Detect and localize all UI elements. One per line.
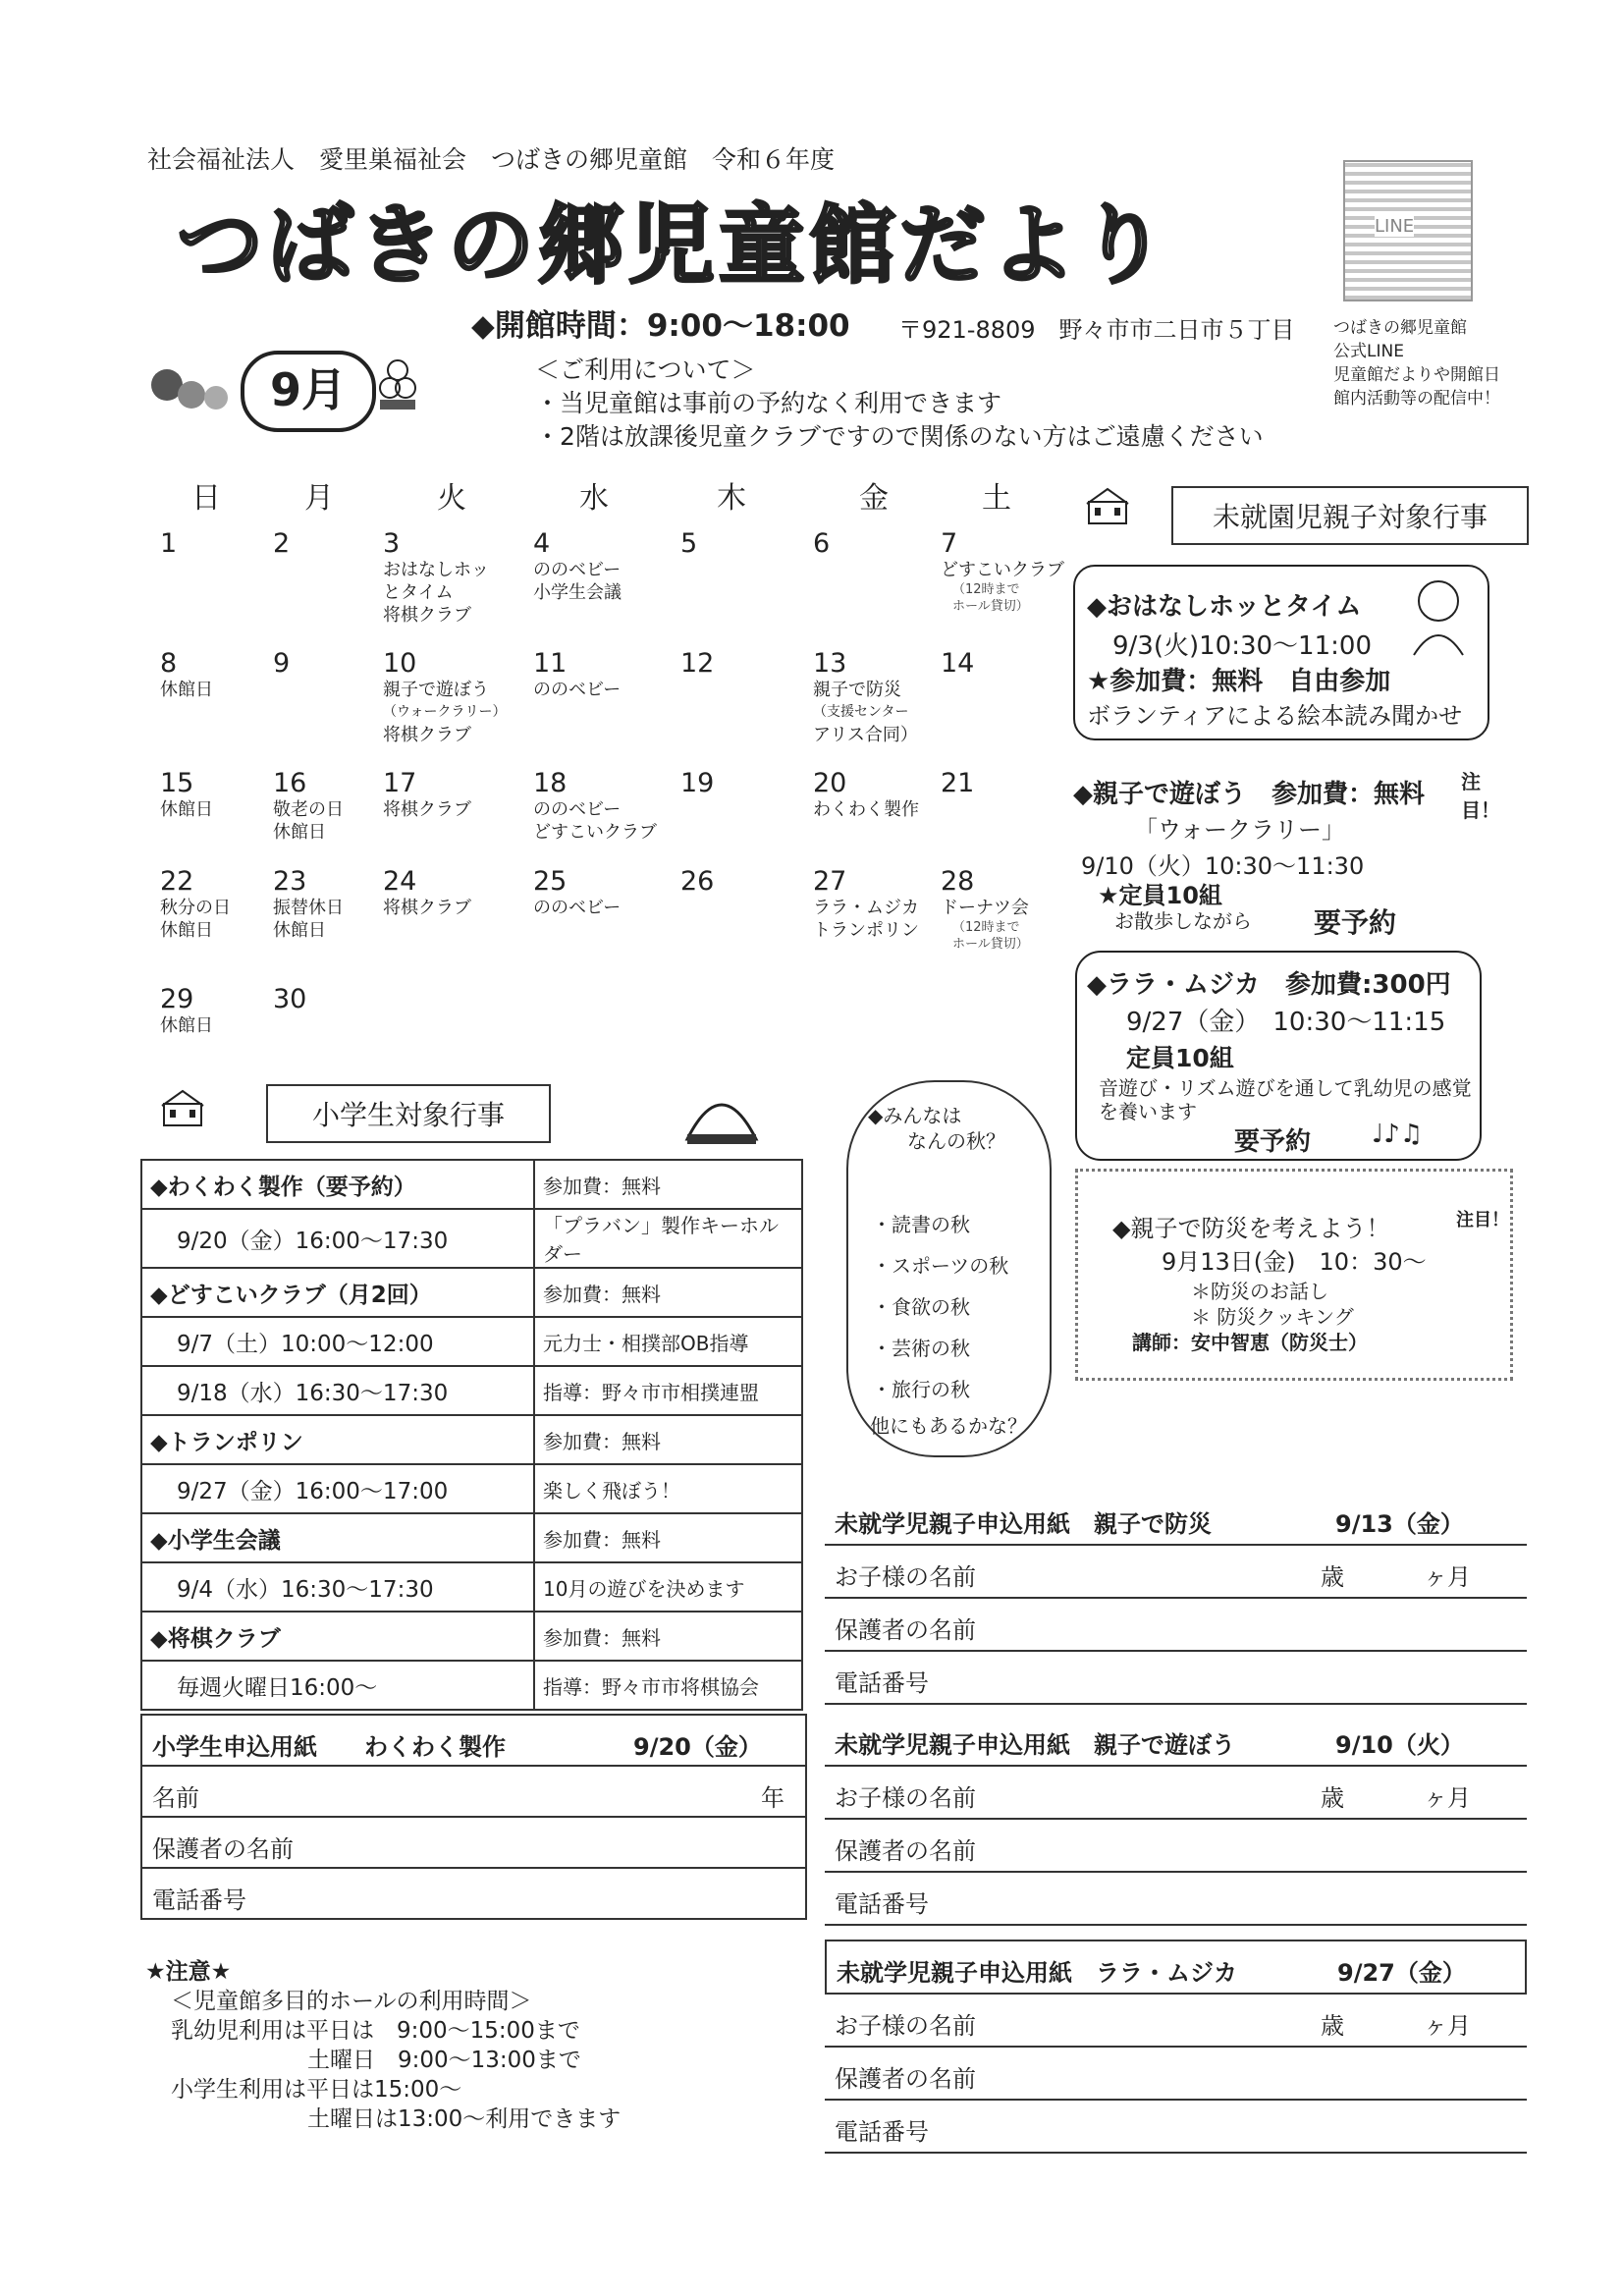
form-label: 電話番号 — [835, 1890, 929, 1918]
autumn-list — [872, 1204, 1008, 1410]
calendar-event: 親子で遊ぼう — [383, 680, 489, 700]
asobo-sub: 「ウォークラリー」 — [1134, 816, 1346, 844]
notice-line: 小学生利用は平日は15:00〜 — [171, 2077, 462, 2103]
day-number: 2 — [273, 528, 291, 559]
form-guardian-field[interactable] — [142, 1818, 805, 1869]
event-cell: 9/18（水）16:30〜17:30 — [141, 1366, 534, 1415]
form-label: 9/27（金） — [1337, 1959, 1466, 1987]
calendar-event: ののベビー — [533, 898, 622, 918]
table-row — [141, 1464, 802, 1513]
day-number: 8 — [160, 648, 178, 679]
table-row — [141, 1160, 802, 1209]
calendar-event: 将棋クラブ — [383, 898, 471, 918]
usage-line: ・当児童館は事前の予約なく利用できます — [535, 389, 1002, 417]
bousai-box — [1075, 1169, 1513, 1381]
table-row — [141, 1562, 802, 1612]
lala-title: ◆ララ・ムジカ 参加費:300円 — [1087, 970, 1451, 1000]
asobo-capacity: ★定員10組 — [1098, 882, 1222, 909]
autumn-bubble — [846, 1080, 1052, 1457]
calendar-day-cell — [813, 528, 950, 559]
asobo-desc: お散歩しながら — [1114, 909, 1252, 933]
autumn-item: ・旅行の秋 — [872, 1378, 970, 1401]
autumn-item: ・スポーツの秋 — [872, 1254, 1009, 1278]
house-icon — [1085, 486, 1130, 525]
calendar-day-cell — [813, 866, 950, 942]
calendar-event: アリス合同） — [813, 725, 918, 745]
calendar-event: 休館日 — [160, 799, 213, 820]
day-number: 27 — [813, 866, 847, 897]
form-label: 9/10（火） — [1335, 1731, 1464, 1759]
day-number: 15 — [160, 768, 194, 798]
caterpillar-icon — [147, 351, 236, 429]
day-number: 13 — [813, 648, 847, 679]
autumn-item: ・読書の秋 — [872, 1213, 970, 1236]
event-cell: ◆小学生会議 — [141, 1513, 534, 1562]
form-label: ヶ月 — [1424, 1563, 1471, 1591]
form-label: 保護者の名前 — [152, 1835, 294, 1863]
lala-desc2: を養います — [1099, 1100, 1197, 1123]
dango-icon — [378, 355, 417, 424]
day-number: 12 — [680, 648, 715, 679]
usage-line: ・2階は放課後児童クラブですので関係のない方はご遠慮ください — [535, 422, 1264, 451]
detail-cell: 参加費：無料 — [534, 1160, 802, 1209]
day-number: 9 — [273, 648, 291, 679]
calendar-day-cell — [941, 866, 1078, 953]
form-label: ヶ月 — [1424, 1784, 1471, 1812]
calendar-event: 休館日 — [160, 1015, 213, 1036]
form-title-row — [825, 1493, 1527, 1546]
form-date: 9/20（金） — [633, 1733, 762, 1761]
calendar-event: 将棋クラブ — [383, 725, 471, 745]
calendar-event: （ウォークラリー） — [383, 704, 507, 720]
calendar-event: 小学生会議 — [533, 582, 622, 603]
form-field-phone[interactable] — [825, 1652, 1527, 1705]
calendar-day-cell — [680, 528, 818, 559]
table-row — [141, 1268, 802, 1317]
calendar-event: （支援センター — [813, 704, 909, 720]
lala-desc: 音遊び・リズム遊びを通して乳幼児の感覚 — [1099, 1076, 1472, 1100]
bousai-line2: ＊ 防災クッキング — [1191, 1305, 1354, 1329]
preschool-forms — [825, 1493, 1527, 2146]
calendar-event: とタイム — [383, 582, 454, 603]
calendar-event: どすこいクラブ — [941, 560, 1064, 580]
month-banner — [147, 351, 403, 429]
bousai-time: 9月13日(金) 10：30〜 — [1162, 1248, 1427, 1276]
calendar-event: 秋分の日 — [160, 898, 231, 918]
form-pre3 — [825, 1940, 1527, 2154]
weekday-label: 日 — [191, 481, 221, 516]
calendar-day-cell — [383, 866, 520, 919]
detail-cell: 参加費：無料 — [534, 1415, 802, 1464]
detail-cell: 指導：野々市市相撲連盟 — [534, 1366, 802, 1415]
calendar — [147, 462, 1064, 1051]
form-pre1 — [825, 1493, 1527, 1705]
calendar-note: （12時まで — [952, 920, 1020, 935]
ohanashi-box — [1073, 565, 1489, 740]
weekday-label: 土 — [982, 481, 1011, 516]
day-number: 30 — [273, 984, 307, 1014]
form-label: 未就学児親子申込用紙 親子で遊ぼう — [835, 1731, 1235, 1759]
day-number: 4 — [533, 528, 551, 559]
calendar-event: 将棋クラブ — [383, 799, 471, 820]
calendar-day-cell — [383, 768, 520, 821]
detail-cell: 参加費：無料 — [534, 1268, 802, 1317]
autumn-l0: ◆みんなは — [868, 1104, 962, 1127]
calendar-event: どすこいクラブ — [533, 822, 657, 843]
preschool-title: 未就園児親子対象行事 — [1171, 486, 1529, 545]
header-org: 社会福祉法人 愛里巣福祉会 つばきの郷児童館 令和６年度 — [147, 145, 836, 174]
form-title: 小学生申込用紙 わくわく製作 — [152, 1733, 506, 1761]
day-number: 23 — [273, 866, 307, 897]
form-label: 9/13（金） — [1335, 1510, 1464, 1538]
form-field-guardian[interactable] — [825, 1599, 1527, 1652]
elementary-table — [140, 1159, 803, 1711]
notice-line: 土曜日は13:00〜利用できます — [307, 2106, 622, 2132]
calendar-day-cell — [813, 648, 950, 746]
calendar-day-cell — [680, 648, 818, 679]
day-number: 28 — [941, 866, 975, 897]
asobo-reserve: 要予約 — [1314, 906, 1397, 939]
calendar-note: ホール貸切） — [952, 599, 1029, 614]
form-phone-field[interactable] — [142, 1869, 805, 1918]
usage-heading: ＜ご利用について＞ — [535, 355, 756, 384]
form-elementary — [140, 1714, 807, 1920]
form-label: 歳 — [1321, 1563, 1344, 1591]
event-cell: ◆どすこいクラブ（月2回） — [141, 1268, 534, 1317]
weekday-label: 月 — [304, 481, 334, 516]
calendar-day-cell — [533, 648, 671, 701]
detail-cell: 楽しく飛ぼう！ — [534, 1464, 802, 1513]
line-info-text: 公式LINE — [1333, 342, 1404, 361]
calendar-event: ドーナツ会 — [941, 898, 1029, 918]
notice-line: ＜児童館多目的ホールの利用時間＞ — [171, 1989, 532, 2014]
qr-label: LINE — [1375, 216, 1415, 237]
calendar-day-cell — [941, 648, 1078, 679]
line-info — [1333, 316, 1500, 410]
notice-line: 土曜日 9:00〜13:00まで — [307, 2048, 581, 2073]
form-pre2 — [825, 1714, 1527, 1926]
address: 〒921-8809 野々市市二日市５丁目 — [898, 316, 1295, 344]
calendar-event: ののベビー — [533, 560, 622, 580]
day-number: 14 — [941, 648, 975, 679]
event-cell: ◆トランポリン — [141, 1415, 534, 1464]
form-field-guardian[interactable] — [825, 1820, 1527, 1873]
form-label: お子様の名前 — [835, 1784, 976, 1812]
day-number: 16 — [273, 768, 307, 798]
day-number: 1 — [160, 528, 178, 559]
event-cell: 9/4（水）16:30〜17:30 — [141, 1562, 534, 1612]
event-cell: 毎週火曜日16:00〜 — [141, 1661, 534, 1710]
form-label: 電話番号 — [835, 2118, 929, 2146]
calendar-event: 休館日 — [160, 920, 213, 941]
lala-time: 9/27（金） 10:30〜11:15 — [1126, 1008, 1446, 1037]
form-label: 年 — [761, 1784, 784, 1812]
form-field-child[interactable] — [825, 1546, 1527, 1599]
table-row — [141, 1661, 802, 1710]
day-number: 3 — [383, 528, 401, 559]
table-row — [141, 1612, 802, 1661]
asobo-note: 注目！ — [1461, 770, 1500, 822]
calendar-event: ののベビー — [533, 680, 622, 700]
month-label: 9月 — [241, 351, 376, 432]
event-cell: ◆将棋クラブ — [141, 1612, 534, 1661]
day-number: 25 — [533, 866, 568, 897]
preschool-header — [1085, 486, 1488, 533]
lala-box — [1075, 951, 1482, 1161]
calendar-event: 将棋クラブ — [383, 605, 471, 626]
notice — [145, 1957, 621, 2134]
autumn-l1: なんの秋？ — [907, 1129, 1005, 1153]
lala-reserve: 要予約 — [1234, 1127, 1312, 1157]
form-label: 保護者の名前 — [835, 1616, 976, 1644]
calendar-event: 振替休日 — [273, 898, 344, 918]
chestnut-icon — [677, 1080, 766, 1149]
event-cell: 9/7（土）10:00〜12:00 — [141, 1317, 534, 1366]
calendar-day-cell — [533, 528, 671, 604]
bousai-lecturer: 講師：安中智恵（防災士） — [1132, 1331, 1368, 1354]
ohanashi-fee: ★参加費：無料 自由参加 — [1087, 667, 1391, 696]
house-icon — [160, 1088, 205, 1127]
calendar-day-cell — [533, 768, 671, 844]
line-info-text: 館内活動等の配信中！ — [1333, 389, 1500, 409]
qr-code-icon — [1343, 160, 1473, 301]
calendar-day-cell — [273, 984, 410, 1014]
table-row — [141, 1513, 802, 1562]
ohanashi-desc: ボランティアによる絵本読み聞かせ — [1087, 702, 1463, 730]
calendar-day-cell — [383, 648, 520, 746]
form-label: お子様の名前 — [835, 2012, 976, 2040]
form-label: 保護者の名前 — [835, 1837, 976, 1865]
calendar-note: ホール貸切） — [952, 937, 1029, 952]
calendar-note: （12時まで — [952, 582, 1020, 597]
calendar-event: 休館日 — [160, 680, 213, 700]
detail-cell: 10月の遊びを決めます — [534, 1562, 802, 1612]
ohanashi-title: ◆おはなしホッとタイム — [1087, 592, 1362, 622]
calendar-event: 休館日 — [273, 822, 326, 843]
weekday-label: 水 — [579, 481, 609, 516]
line-info-text: 児童館だよりや開館日 — [1333, 365, 1500, 385]
form-field-phone[interactable] — [825, 1873, 1527, 1926]
asobo-time: 9/10（火）10:30〜11:30 — [1081, 852, 1365, 880]
calendar-event: トランポリン — [813, 920, 919, 941]
table-row — [141, 1209, 802, 1268]
day-number: 10 — [383, 648, 417, 679]
day-number: 7 — [941, 528, 958, 559]
form-field-child[interactable] — [825, 1995, 1527, 2048]
asobo-title: ◆親子で遊ぼう 参加費：無料 — [1073, 780, 1425, 809]
form-field-phone[interactable] — [825, 2101, 1527, 2154]
table-row — [141, 1317, 802, 1366]
calendar-event: ののベビー — [533, 799, 622, 820]
form-title-row — [825, 1940, 1527, 1995]
calendar-day-cell — [680, 866, 818, 897]
form-field-child[interactable] — [825, 1767, 1527, 1820]
form-title-row — [825, 1714, 1527, 1767]
day-number: 17 — [383, 768, 417, 798]
calendar-event: おはなしホッ — [383, 560, 489, 580]
day-number: 11 — [533, 648, 568, 679]
calendar-event: わくわく製作 — [813, 799, 919, 820]
bousai-line1: ＊防災のお話し — [1191, 1280, 1328, 1303]
autumn-item: ・芸術の秋 — [872, 1337, 970, 1360]
event-cell: 9/27（金）16:00〜17:00 — [141, 1464, 534, 1513]
form-label: 電話番号 — [152, 1886, 246, 1914]
form-label: 未就学児親子申込用紙 ララ・ムジカ — [837, 1959, 1237, 1987]
calendar-day-cell — [941, 528, 1078, 615]
weekday-label: 火 — [437, 481, 466, 516]
music-notes-icon: ♩♪♫ — [1372, 1120, 1424, 1149]
autumn-end: 他にもあるかな？ — [870, 1414, 1027, 1438]
form-field-guardian[interactable] — [825, 2048, 1527, 2101]
detail-cell: 「プラバン」製作キーホルダー — [534, 1209, 802, 1268]
newsletter-title: つばきの郷児童館だより — [177, 194, 1171, 296]
ohanashi-time: 9/3(火)10:30〜11:00 — [1112, 631, 1372, 661]
notice-line: 乳幼児利用は平日は 9:00〜15:00まで — [171, 2018, 580, 2044]
table-row — [141, 1415, 802, 1464]
day-number: 6 — [813, 528, 831, 559]
calendar-event: 親子で防災 — [813, 680, 901, 700]
notice-title: ★注意★ — [145, 1959, 232, 1985]
autumn-item: ・食欲の秋 — [872, 1295, 970, 1319]
weekday-label: 金 — [859, 481, 889, 516]
form-label: 未就学児親子申込用紙 親子で防災 — [835, 1510, 1212, 1538]
day-number: 29 — [160, 984, 194, 1014]
event-cell: ◆わくわく製作（要予約） — [141, 1160, 534, 1209]
calendar-day-cell — [383, 528, 520, 627]
form-label: 歳 — [1321, 1784, 1344, 1812]
calendar-day-cell — [680, 768, 818, 798]
bousai-note: 注目！ — [1456, 1210, 1509, 1230]
weekday-label: 木 — [717, 481, 746, 516]
form-title-row — [142, 1716, 805, 1767]
calendar-day-cell — [533, 866, 671, 919]
form-label: お子様の名前 — [835, 1563, 976, 1591]
detail-cell: 指導：野々市市将棋協会 — [534, 1661, 802, 1710]
lala-capacity: 定員10組 — [1126, 1044, 1234, 1072]
opening-hours: ◆開館時間：9:00〜18:00 — [471, 308, 850, 344]
day-number: 18 — [533, 768, 568, 798]
calendar-day-cell — [941, 768, 1078, 798]
calendar-day-cell — [813, 768, 950, 821]
day-number: 24 — [383, 866, 417, 897]
calendar-event: 敬老の日 — [273, 799, 344, 820]
day-number: 22 — [160, 866, 194, 897]
form-label: 電話番号 — [835, 1669, 929, 1697]
day-number: 21 — [941, 768, 975, 798]
detail-cell: 参加費：無料 — [534, 1612, 802, 1661]
calendar-event: ララ・ムジカ — [813, 898, 919, 918]
day-number: 19 — [680, 768, 715, 798]
day-number: 20 — [813, 768, 847, 798]
reader-illustration-icon — [1399, 572, 1478, 660]
day-number: 5 — [680, 528, 698, 559]
form-label: 歳 — [1321, 2012, 1344, 2040]
form-label: 名前 — [152, 1784, 199, 1812]
table-row — [141, 1366, 802, 1415]
elementary-title: 小学生対象行事 — [266, 1084, 551, 1143]
detail-cell: 元力士・相撲部OB指導 — [534, 1317, 802, 1366]
detail-cell: 参加費：無料 — [534, 1513, 802, 1562]
event-cell: 9/20（金）16:00〜17:30 — [141, 1209, 534, 1268]
elementary-header — [160, 1088, 506, 1131]
form-label: ヶ月 — [1424, 2012, 1471, 2040]
usage-notes — [535, 354, 1264, 454]
line-info-text: つばきの郷児童館 — [1333, 318, 1467, 338]
calendar-event: 休館日 — [273, 920, 326, 941]
form-label: 保護者の名前 — [835, 2065, 976, 2093]
form-name-field[interactable] — [142, 1767, 805, 1818]
asobo-box — [1073, 766, 1505, 939]
day-number: 26 — [680, 866, 715, 897]
bousai-title: ◆親子で防災を考えよう！ — [1112, 1215, 1390, 1242]
